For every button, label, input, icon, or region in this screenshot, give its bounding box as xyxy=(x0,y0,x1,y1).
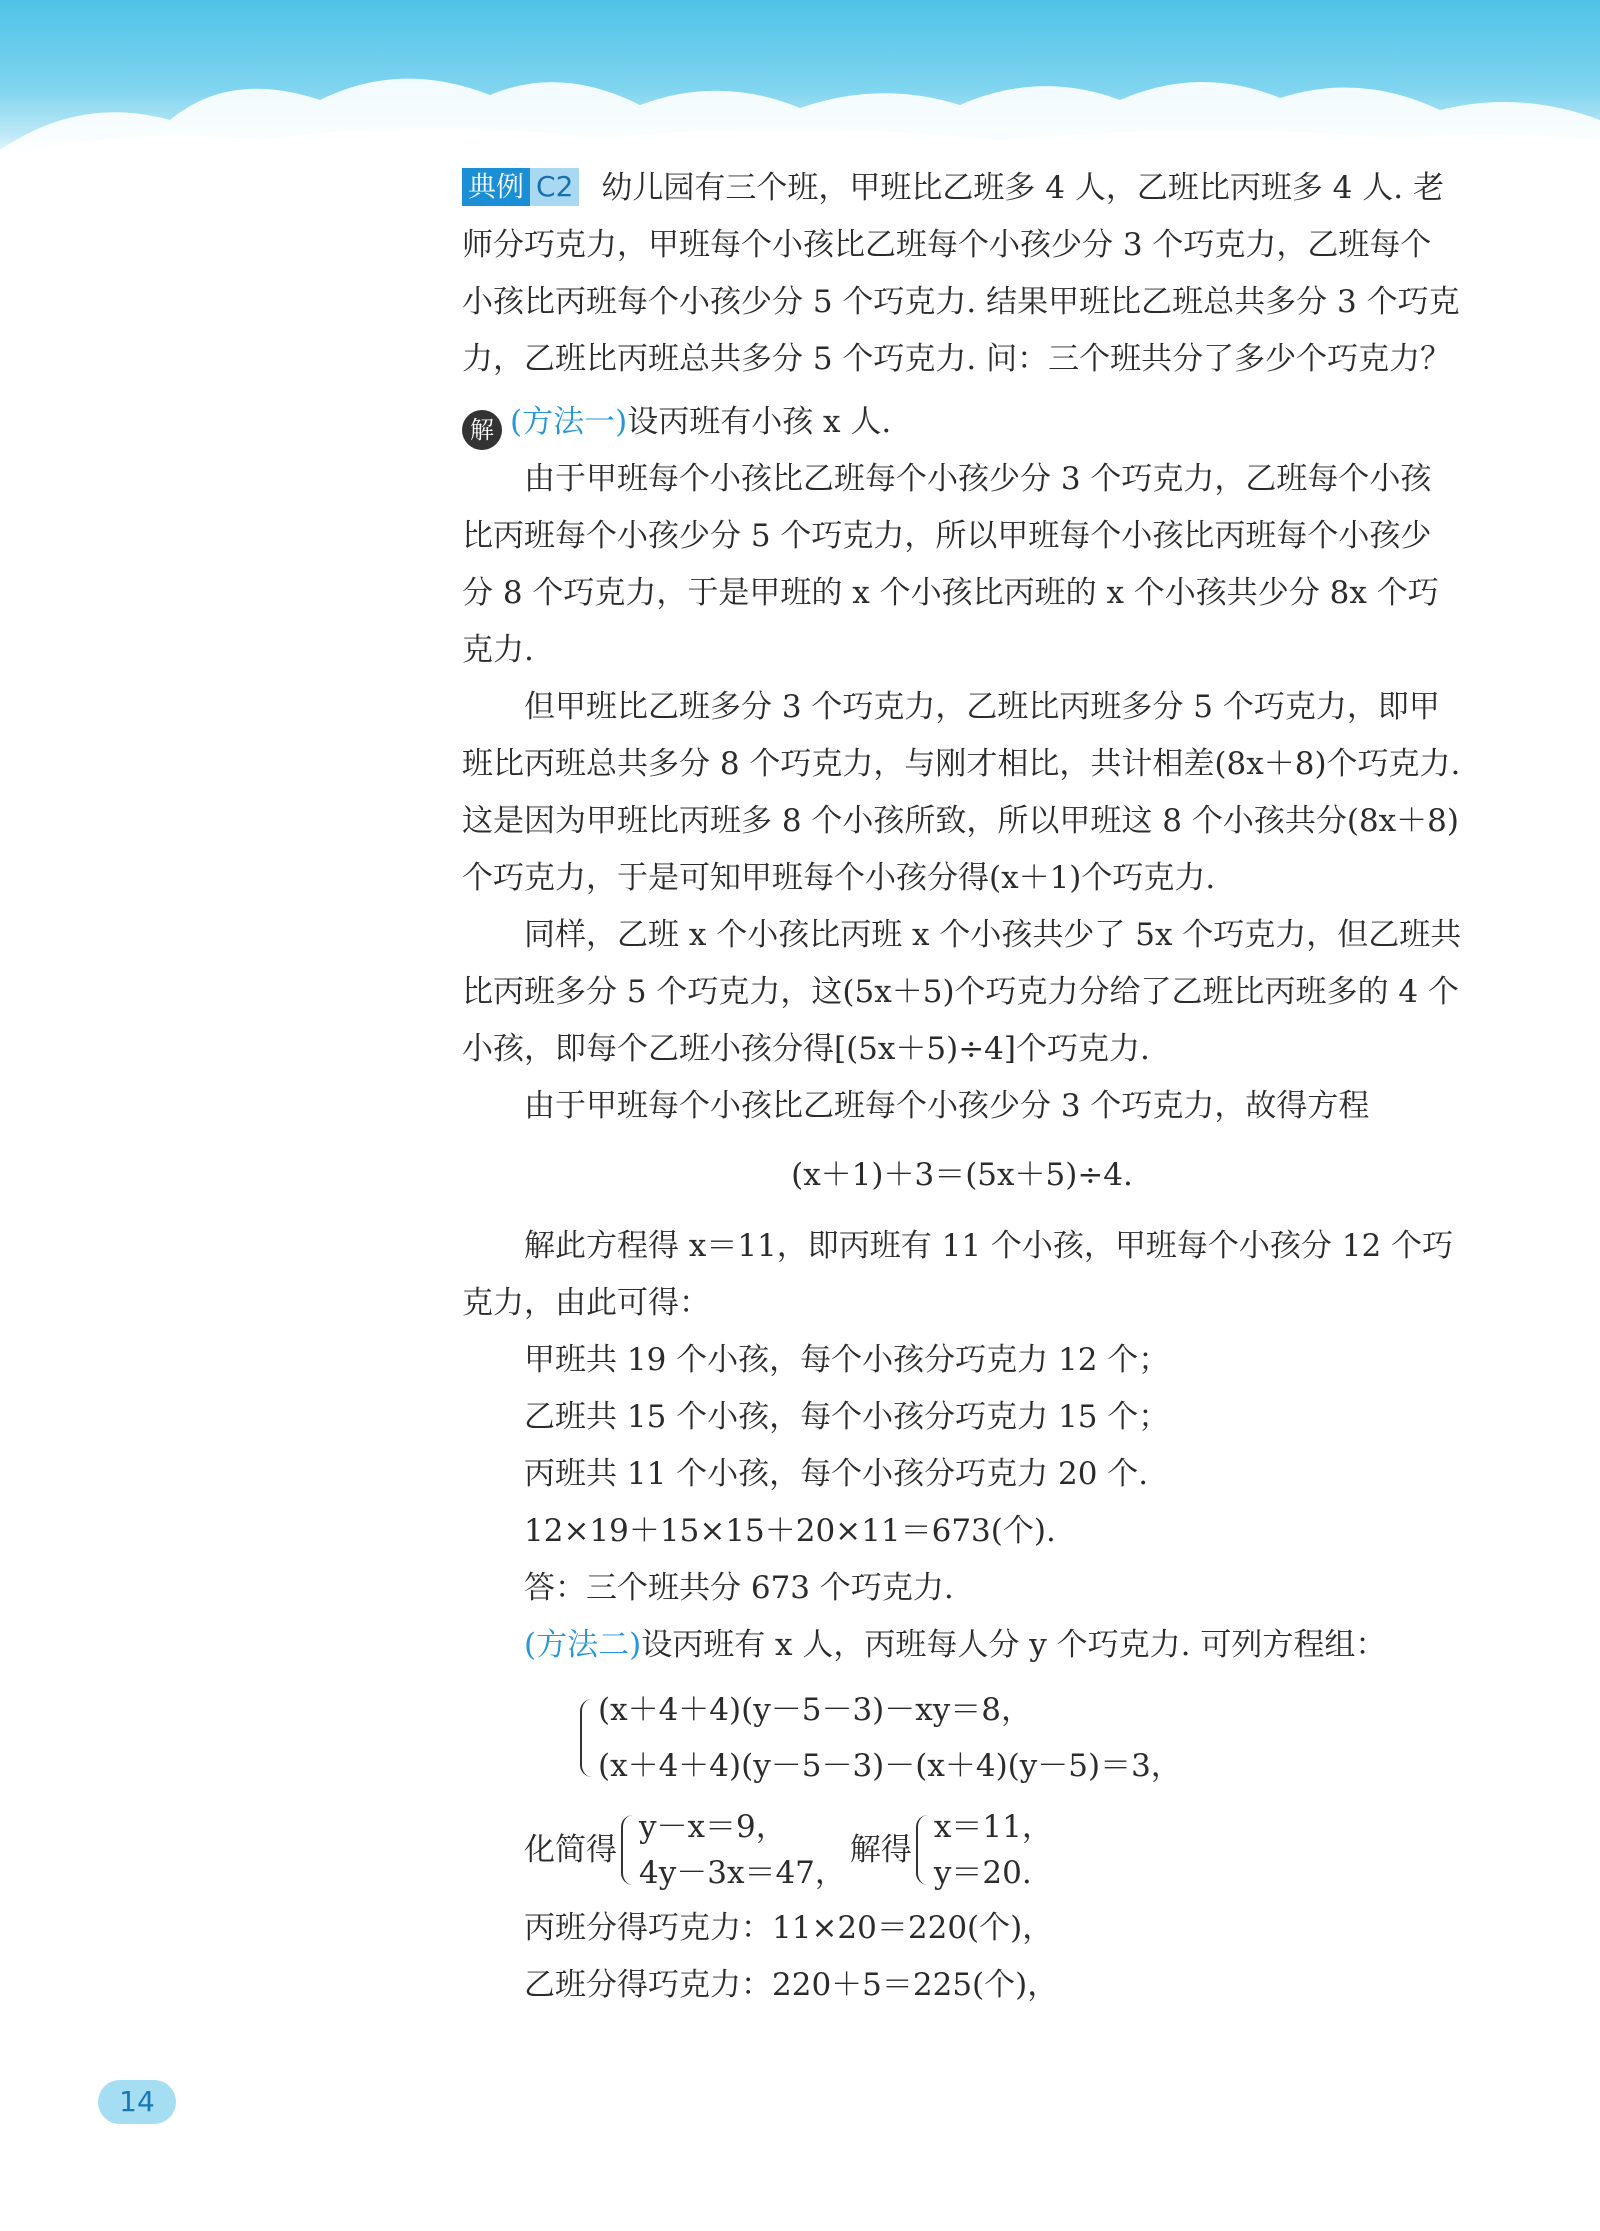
simplify-and-solve xyxy=(462,1804,1462,1896)
system-equation-2: (x＋4＋4)(y－5－3)－(x＋4)(y－5)＝3， xyxy=(598,1748,1182,1784)
paragraph-5: 解此方程得 x＝11，即丙班有 11 个小孩，甲班每个小孩分 12 个巧克力，由此可得： xyxy=(462,1228,1454,1321)
left-brace-icon xyxy=(621,1815,633,1885)
main-content xyxy=(462,160,1462,2014)
problem-statement xyxy=(462,160,1462,388)
simplified-equation-2: 4y－3x＝47， xyxy=(639,1855,846,1891)
left-brace-icon xyxy=(916,1815,928,1885)
solution-x: x＝11， xyxy=(933,1809,1053,1845)
equation-system xyxy=(580,1682,1462,1794)
example-tag: 典例 xyxy=(462,168,530,206)
solution-y: y＝20. xyxy=(933,1855,1032,1891)
paragraph-4: 由于甲班每个小孩比乙班每个小孩少分 3 个巧克力，故得方程 xyxy=(524,1088,1370,1124)
problem-text: 幼儿园有三个班，甲班比乙班多 4 人，乙班比丙班多 4 人. 老师分巧克力，甲班每个小孩比乙班每个小孩少分 3 个巧克力，乙班每个小孩比丙班每个小孩少分 5 个巧克力. 结果甲班比乙班总共多分 3 个巧克力，乙班比丙班总共多分 5 个巧克力. 问：三个班共分了多少个巧克力？ xyxy=(462,170,1460,377)
solve-label: 解得 xyxy=(849,1831,912,1868)
method2-intro xyxy=(462,1617,1462,1674)
class-b-chocolate: 乙班分得巧克力：220＋5＝225(个)， xyxy=(524,1967,1059,2003)
example-code-tag: C2 xyxy=(530,168,579,206)
class-c-line: 丙班共 11 个小孩，每个小孩分巧克力 20 个. xyxy=(524,1456,1149,1492)
page-number: 14 xyxy=(98,2080,176,2124)
answer-line: 答：三个班共分 673 个巧克力. xyxy=(524,1570,954,1606)
class-c-chocolate: 丙班分得巧克力：11×20＝220(个)， xyxy=(524,1910,1054,1946)
paragraph-1: 由于甲班每个小孩比乙班每个小孩少分 3 个巧克力，乙班每个小孩比丙班每个小孩少分 5 个巧克力，所以甲班每个小孩比丙班每个小孩少分 8 个巧克力，于是甲班的 x 个小孩比丙班的 x 个小孩共少分 8x 个巧克力. xyxy=(462,461,1439,668)
method2-intro-text: 设丙班有 x 人，丙班每人分 y 个巧克力. 可列方程组： xyxy=(641,1627,1387,1663)
method1-intro xyxy=(462,394,1462,451)
solution-icon: 解 xyxy=(462,410,502,450)
method2-label: (方法二) xyxy=(524,1627,642,1663)
system-equation-1: (x＋4＋4)(y－5－3)－xy＝8， xyxy=(598,1692,1032,1728)
simplified-equation-1: y－x＝9， xyxy=(639,1809,787,1845)
paragraph-3: 同样，乙班 x 个小孩比丙班 x 个小孩共少了 5x 个巧克力，但乙班共比丙班多分 5 个巧克力，这(5x＋5)个巧克力分给了乙班比丙班多的 4 个小孩，即每个乙班小孩分得[(5x＋5)÷4]个巧克力. xyxy=(462,917,1462,1067)
simplify-label: 化简得 xyxy=(524,1831,617,1868)
equation: (x＋1)＋3＝(5x＋5)÷4. xyxy=(791,1157,1133,1193)
method1-label: (方法一) xyxy=(510,404,628,440)
class-b-line: 乙班共 15 个小孩，每个小孩分巧克力 15 个； xyxy=(524,1399,1170,1435)
paragraph-2: 但甲班比乙班多分 3 个巧克力，乙班比丙班多分 5 个巧克力，即甲班比丙班总共多分 8 个巧克力，与刚才相比，共计相差(8x＋8)个巧克力. 这是因为甲班比丙班多 8 个小孩所致，所以甲班这 8 个小孩共分(8x＋8)个巧克力，于是可知甲班每个小孩分得(x＋1)个巧克力. xyxy=(462,689,1461,896)
total-calculation: 12×19＋15×15＋20×11＝673(个). xyxy=(524,1513,1056,1549)
left-brace-icon xyxy=(580,1699,592,1777)
class-a-line: 甲班共 19 个小孩，每个小孩分巧克力 12 个； xyxy=(524,1342,1170,1378)
header-sky-banner xyxy=(0,0,1600,160)
method1-intro-text: 设丙班有小孩 x 人. xyxy=(627,404,892,440)
cloud-decoration xyxy=(0,0,1600,160)
